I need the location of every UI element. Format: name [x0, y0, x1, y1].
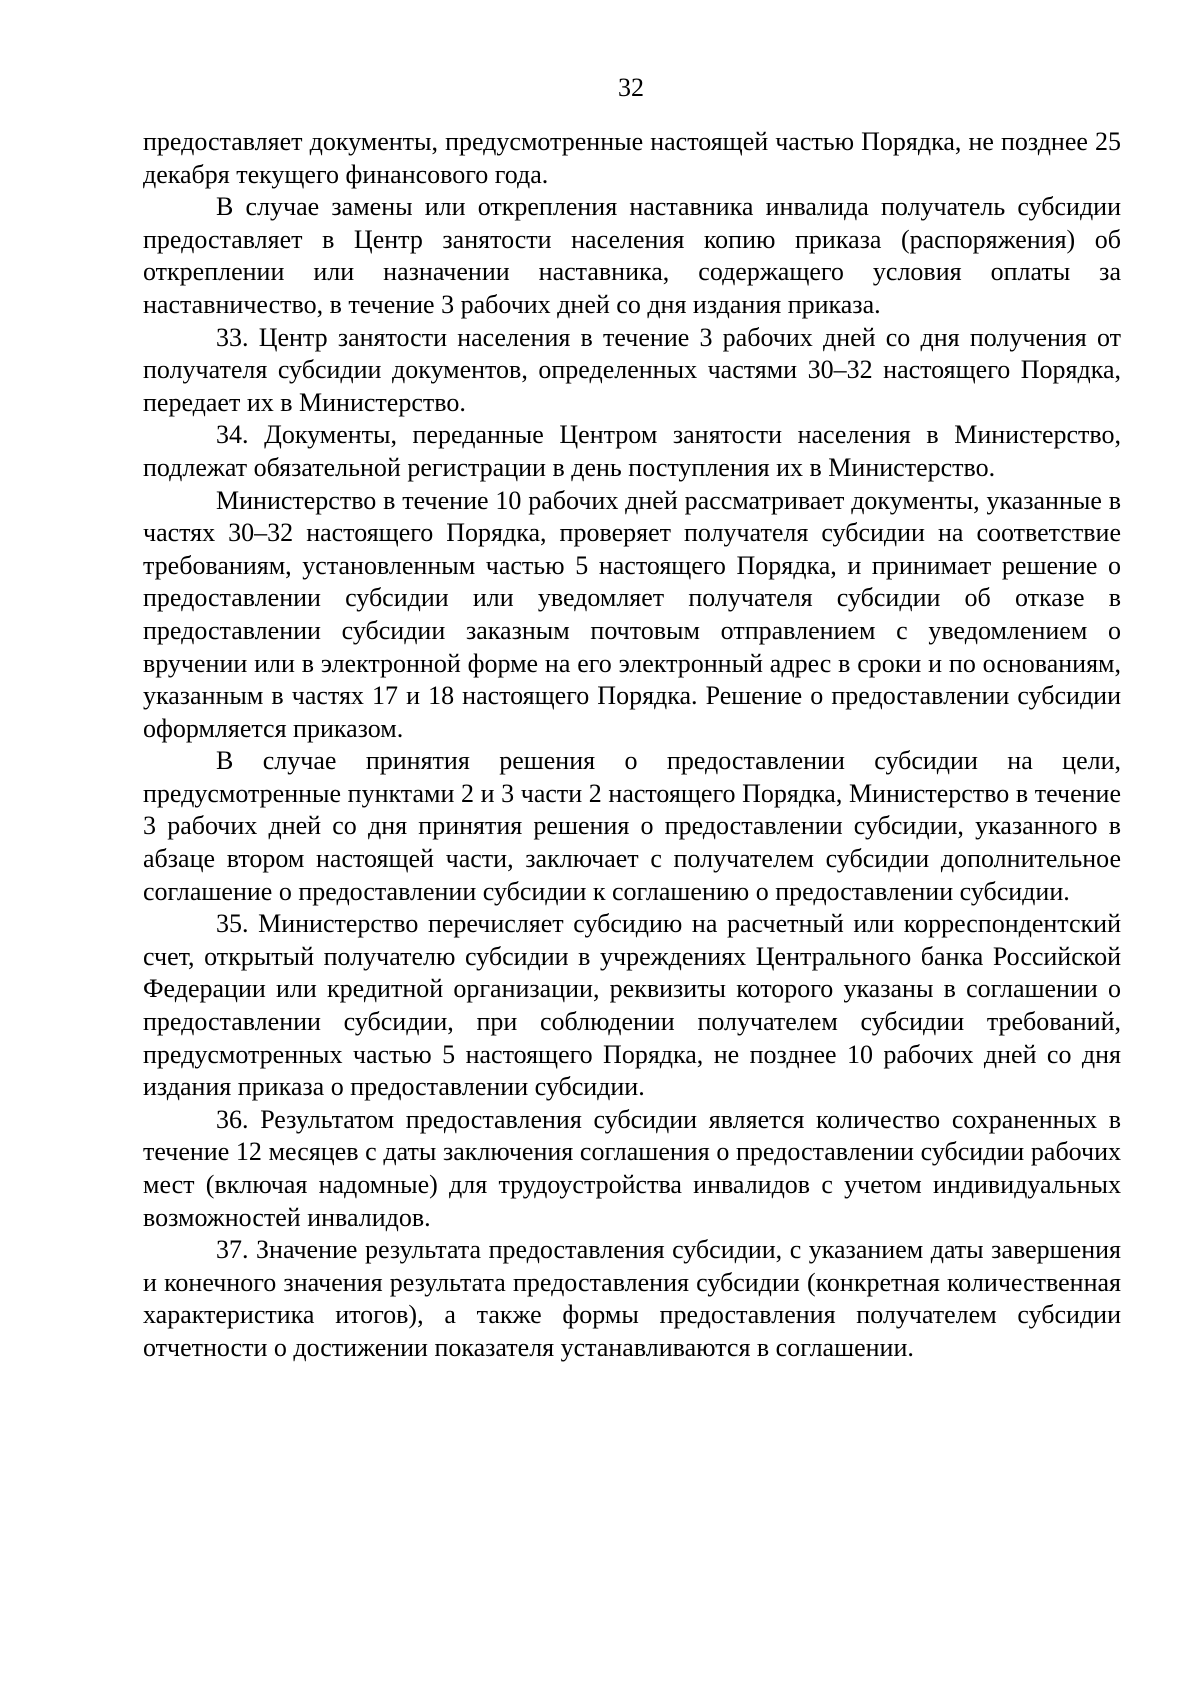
paragraph-clause-35: 35. Министерство перечисляет субсидию на расчетный или корреспондентский счет, открытый получателю субсидии в учреждениях Центрального банка Российской Федерации или кредитной организации, реквизиты которого указаны в соглашении о предоставлении субсидии, при соблюдении получателем субсидии требований, предусмотренных частью 5 настоящего Порядка, не позднее 10 рабочих дней со дня издания приказа о предоставлении субсидии.: [143, 909, 1121, 1102]
paragraph-clause-34: 34. Документы, переданные Центром занятости населения в Министерство, подлежат обязательной регистрации в день поступления их в Министерство.: [143, 420, 1121, 482]
document-body: [143, 126, 1121, 1365]
paragraph-ministry-review: Министерство в течение 10 рабочих дней рассматривает документы, указанные в частях 30–32 настоящего Порядка, проверяет получателя субсидии на соответствие требованиям, установленным частью 5 настоящего Порядка, и принимает решение о предоставлении субсидии или уведомляет получателя субсидии об отказе в предоставлении субсидии заказным почтовым отправлением с уведомлением о вручении или в электронной форме на его электронный адрес в сроки и по основаниям, указанным в частях 17 и 18 настоящего Порядка. Решение о предоставлении субсидии оформляется приказом.: [143, 485, 1121, 743]
paragraph-continuation: предоставляет документы, предусмотренные настоящей частью Порядка, не позднее 25 декабря текущего финансового года.: [143, 127, 1121, 189]
page-number: 32: [618, 73, 644, 102]
paragraph-additional-agreement: В случае принятия решения о предоставлении субсидии на цели, предусмотренные пунктами 2 и 3 части 2 настоящего Порядка, Министерство в течение 3 рабочих дней со дня принятия решения о предоставлении субсидии, указанного в абзаце втором настоящей части, заключает с получателем субсидии дополнительное соглашение о предоставлении субсидии к соглашению о предоставлении субсидии.: [143, 746, 1121, 906]
paragraph-clause-36: 36. Результатом предоставления субсидии является количество сохраненных в течение 12 месяцев с даты заключения соглашения о предоставлении субсидии рабочих мест (включая надомные) для трудоустройства инвалидов с учетом индивидуальных возможностей инвалидов.: [143, 1104, 1121, 1232]
paragraph-clause-33: 33. Центр занятости населения в течение 3 рабочих дней со дня получения от получателя субсидии документов, определенных частями 30–32 настоящего Порядка, передает их в Министерство.: [143, 322, 1121, 417]
paragraph-clause-37: 37. Значение результата предоставления субсидии, с указанием даты завершения и конечного значения результата предоставления субсидии (конкретная количественная характеристика итогов), а также формы предоставления получателем субсидии отчетности о достижении показателя устанавливаются в соглашении.: [143, 1235, 1121, 1362]
paragraph-mentor-replacement: В случае замены или открепления наставника инвалида получатель субсидии предоставляет в Центр занятости населения копию приказа (распоряжения) об откреплении или назначении наставника, содержащего условия оплаты за наставничество, в течение 3 рабочих дней со дня издания приказа.: [143, 192, 1121, 319]
